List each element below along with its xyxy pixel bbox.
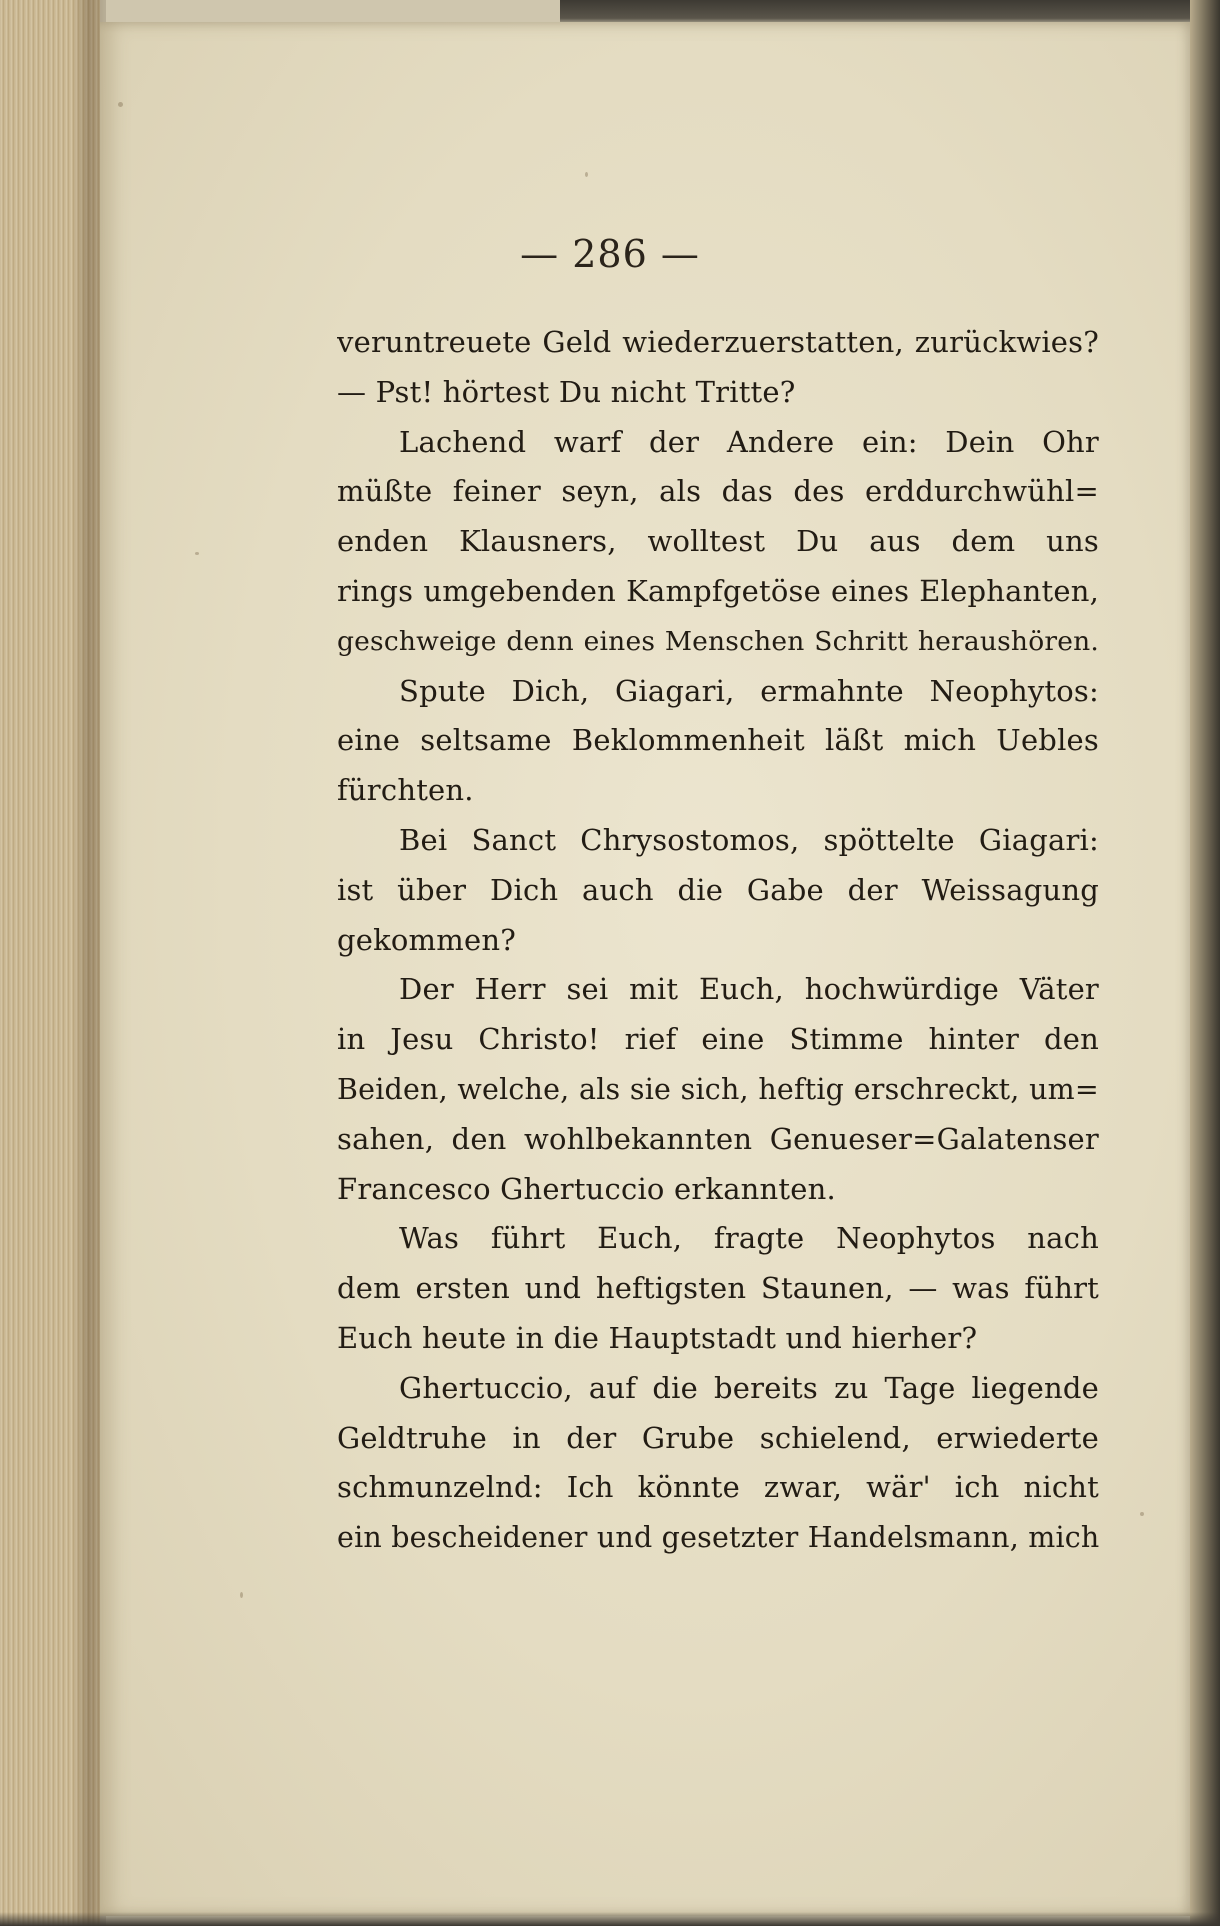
text-line: Was führt Euch, fragte Neophytos nach bbox=[399, 1221, 1099, 1256]
page-number: — 286 — bbox=[520, 232, 700, 276]
text-line: Der Herr sei mit Euch, hochwürdige Väter bbox=[399, 972, 1099, 1007]
text-line: sahen, den wohlbekannten Genueser=Galatenser bbox=[337, 1121, 1099, 1156]
paper-speck bbox=[1140, 1512, 1144, 1516]
text-line: dem ersten und heftigsten Staunen, — was führt bbox=[337, 1271, 1099, 1306]
paper-speck bbox=[195, 552, 199, 555]
text-line: eine seltsame Beklommenheit läßt mich Uebles bbox=[337, 723, 1099, 758]
text-line: gekommen? bbox=[337, 922, 516, 957]
text-line: Ghertuccio, auf die bereits zu Tage liegende bbox=[399, 1370, 1099, 1405]
paper-speck bbox=[585, 172, 588, 177]
text-line: Geldtruhe in der Grube schielend, erwiederte bbox=[337, 1420, 1099, 1455]
text-line: ein bescheidener und gesetzter Handelsmann, mich bbox=[337, 1521, 1099, 1555]
text-line: Francesco Ghertuccio erkannten. bbox=[337, 1171, 836, 1206]
paper-speck bbox=[118, 102, 123, 107]
right-page-edge bbox=[1190, 0, 1220, 1926]
text-line: fürchten. bbox=[337, 773, 474, 808]
bottom-page-edge bbox=[0, 1912, 1220, 1926]
body-text bbox=[337, 318, 1099, 1563]
text-line: — Pst! hörtest Du nicht Tritte? bbox=[337, 374, 796, 409]
text-line: geschweige denn eines Menschen Schritt heraushören. bbox=[337, 625, 1099, 657]
text-line: Bei Sanct Chrysostomos, spöttelte Giagari: bbox=[399, 822, 1099, 857]
text-line: Lachend warf der Andere ein: Dein Ohr bbox=[399, 424, 1099, 459]
text-line: ist über Dich auch die Gabe der Weissagung bbox=[337, 872, 1099, 907]
text-line: veruntreuete Geld wiederzuerstatten, zurückwies? bbox=[337, 325, 1099, 359]
text-line: enden Klausners, wolltest Du aus dem uns bbox=[337, 524, 1099, 559]
text-line: Euch heute in die Hauptstadt und hierher? bbox=[337, 1320, 978, 1355]
paper-speck bbox=[240, 1592, 243, 1598]
text-line: in Jesu Christo! rief eine Stimme hinter den bbox=[337, 1022, 1099, 1057]
text-line: schmunzelnd: Ich könnte zwar, wär' ich nicht bbox=[337, 1470, 1099, 1505]
text-line: rings umgebenden Kampfgetöse eines Elephanten, bbox=[337, 573, 1099, 608]
text-line: Beiden, welche, als sie sich, heftig erschreckt, um= bbox=[337, 1072, 1099, 1106]
text-line: Spute Dich, Giagari, ermahnte Neophytos: bbox=[399, 673, 1099, 708]
text-line: müßte feiner seyn, als das des erddurchwühl= bbox=[337, 474, 1099, 509]
